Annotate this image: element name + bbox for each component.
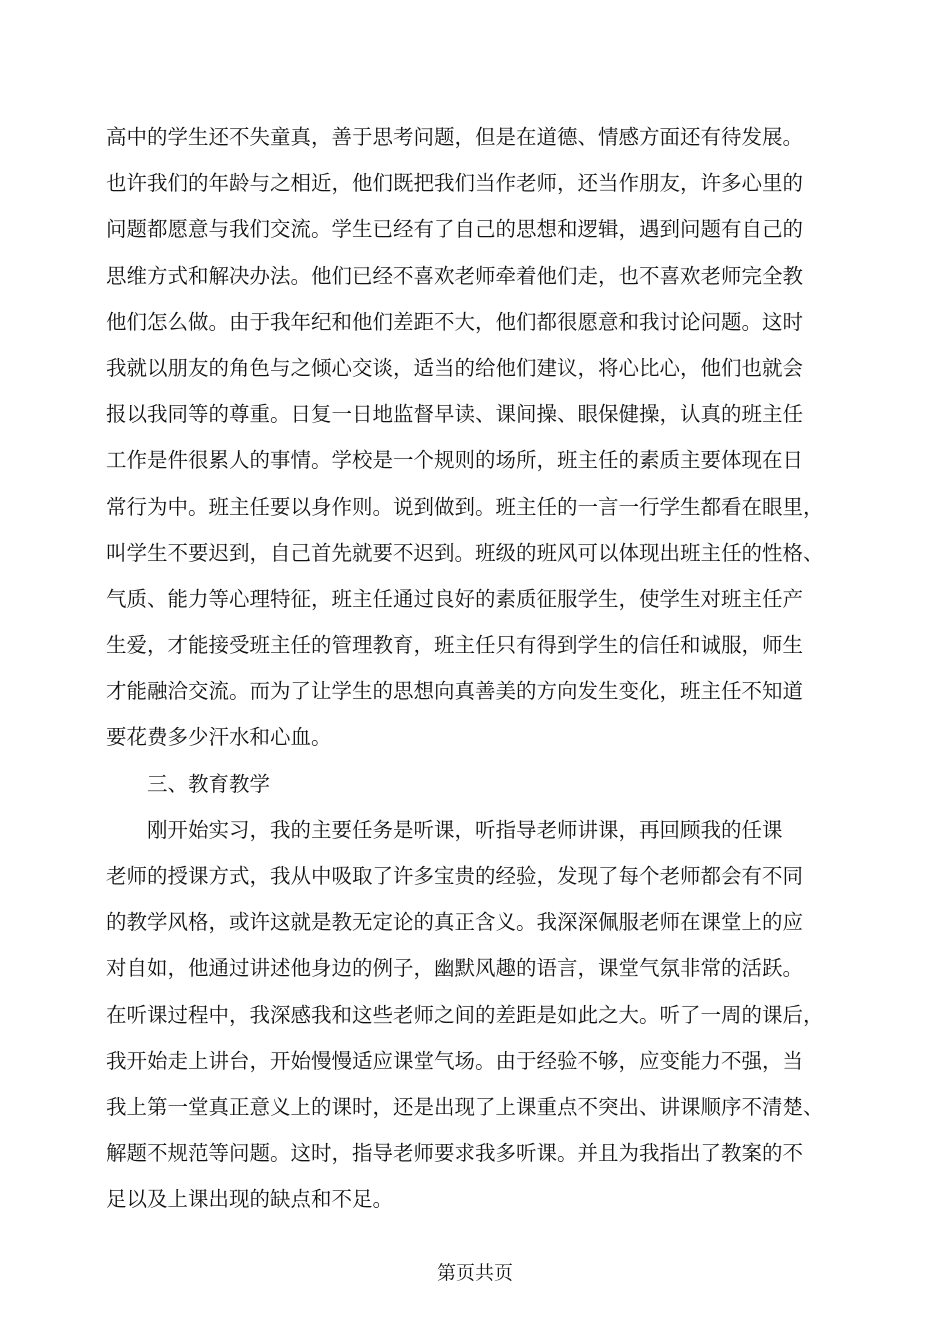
- text-line: 他们怎么做。由于我年纪和他们差距不大，他们都很愿意和我讨论问题。这时: [106, 309, 803, 334]
- text-line: 解题不规范等问题。这时，指导老师要求我多听课。并且为我指出了教案的不: [106, 1141, 803, 1166]
- text-line: 我上第一堂真正意义上的课时，还是出现了上课重点不突出、讲课顺序不清楚、: [106, 1094, 824, 1119]
- text-line: 生爱，才能接受班主任的管理教育，班主任只有得到学生的信任和诚服，师生: [106, 633, 803, 658]
- text-line: 问题都愿意与我们交流。学生已经有了自己的思想和逻辑，遇到问题有自己的: [106, 217, 803, 242]
- text-line: 高中的学生还不失童真，善于思考问题，但是在道德、情感方面还有待发展。: [106, 125, 803, 149]
- text-line: 我就以朋友的角色与之倾心交谈，适当的给他们建议，将心比心，他们也就会: [106, 355, 803, 380]
- page-footer: 第页共页: [436, 1262, 513, 1284]
- text-line: 气质、能力等心理特征，班主任通过良好的素质征服学生，使学生对班主任产: [106, 586, 803, 611]
- text-line: 对自如，他通过讲述他身边的例子，幽默风趣的语言，课堂气氛非常的活跃。: [106, 956, 803, 981]
- text-line: 工作是件很累人的事情。学校是一个规则的场所，班主任的素质主要体现在日: [106, 448, 803, 473]
- text-line: 我开始走上讲台，开始慢慢适应课堂气场。由于经验不够，应变能力不强，当: [106, 1048, 803, 1073]
- document-body: [106, 114, 866, 1223]
- text-line: 报以我同等的尊重。日复一日地监督早读、课间操、眼保健操，认真的班主任: [106, 402, 803, 427]
- text-line: 叫学生不要迟到，自己首先就要不迟到。班级的班风可以体现出班主任的性格、: [106, 540, 824, 565]
- text-line: 足以及上课出现的缺点和不足。: [106, 1187, 393, 1212]
- text-line: 的教学风格，或许这就是教无定论的真正含义。我深深佩服老师在课堂上的应: [106, 910, 803, 935]
- text-line: 才能融洽交流。而为了让学生的思想向真善美的方向发生变化，班主任不知道: [106, 679, 803, 704]
- text-line: 思维方式和解决办法。他们已经不喜欢老师牵着他们走，也不喜欢老师完全教: [106, 263, 803, 288]
- text-line: 要花费多少汗水和心血。: [106, 725, 332, 750]
- text-line: 在听课过程中，我深感我和这些老师之间的差距是如此之大。听了一周的课后，: [106, 1002, 824, 1027]
- text-line: 老师的授课方式，我从中吸取了许多宝贵的经验，发现了每个老师都会有不同: [106, 864, 803, 888]
- section-heading: 三、教育教学: [147, 771, 270, 796]
- paragraph-first-line: 刚开始实习，我的主要任务是听课，听指导老师讲课，再回顾我的任课: [147, 817, 783, 842]
- text-line: 也许我们的年龄与之相近，他们既把我们当作老师，还当作朋友，许多心里的: [106, 171, 803, 196]
- text-line: 常行为中。班主任要以身作则。说到做到。班主任的一言一行学生都看在眼里，: [106, 494, 824, 519]
